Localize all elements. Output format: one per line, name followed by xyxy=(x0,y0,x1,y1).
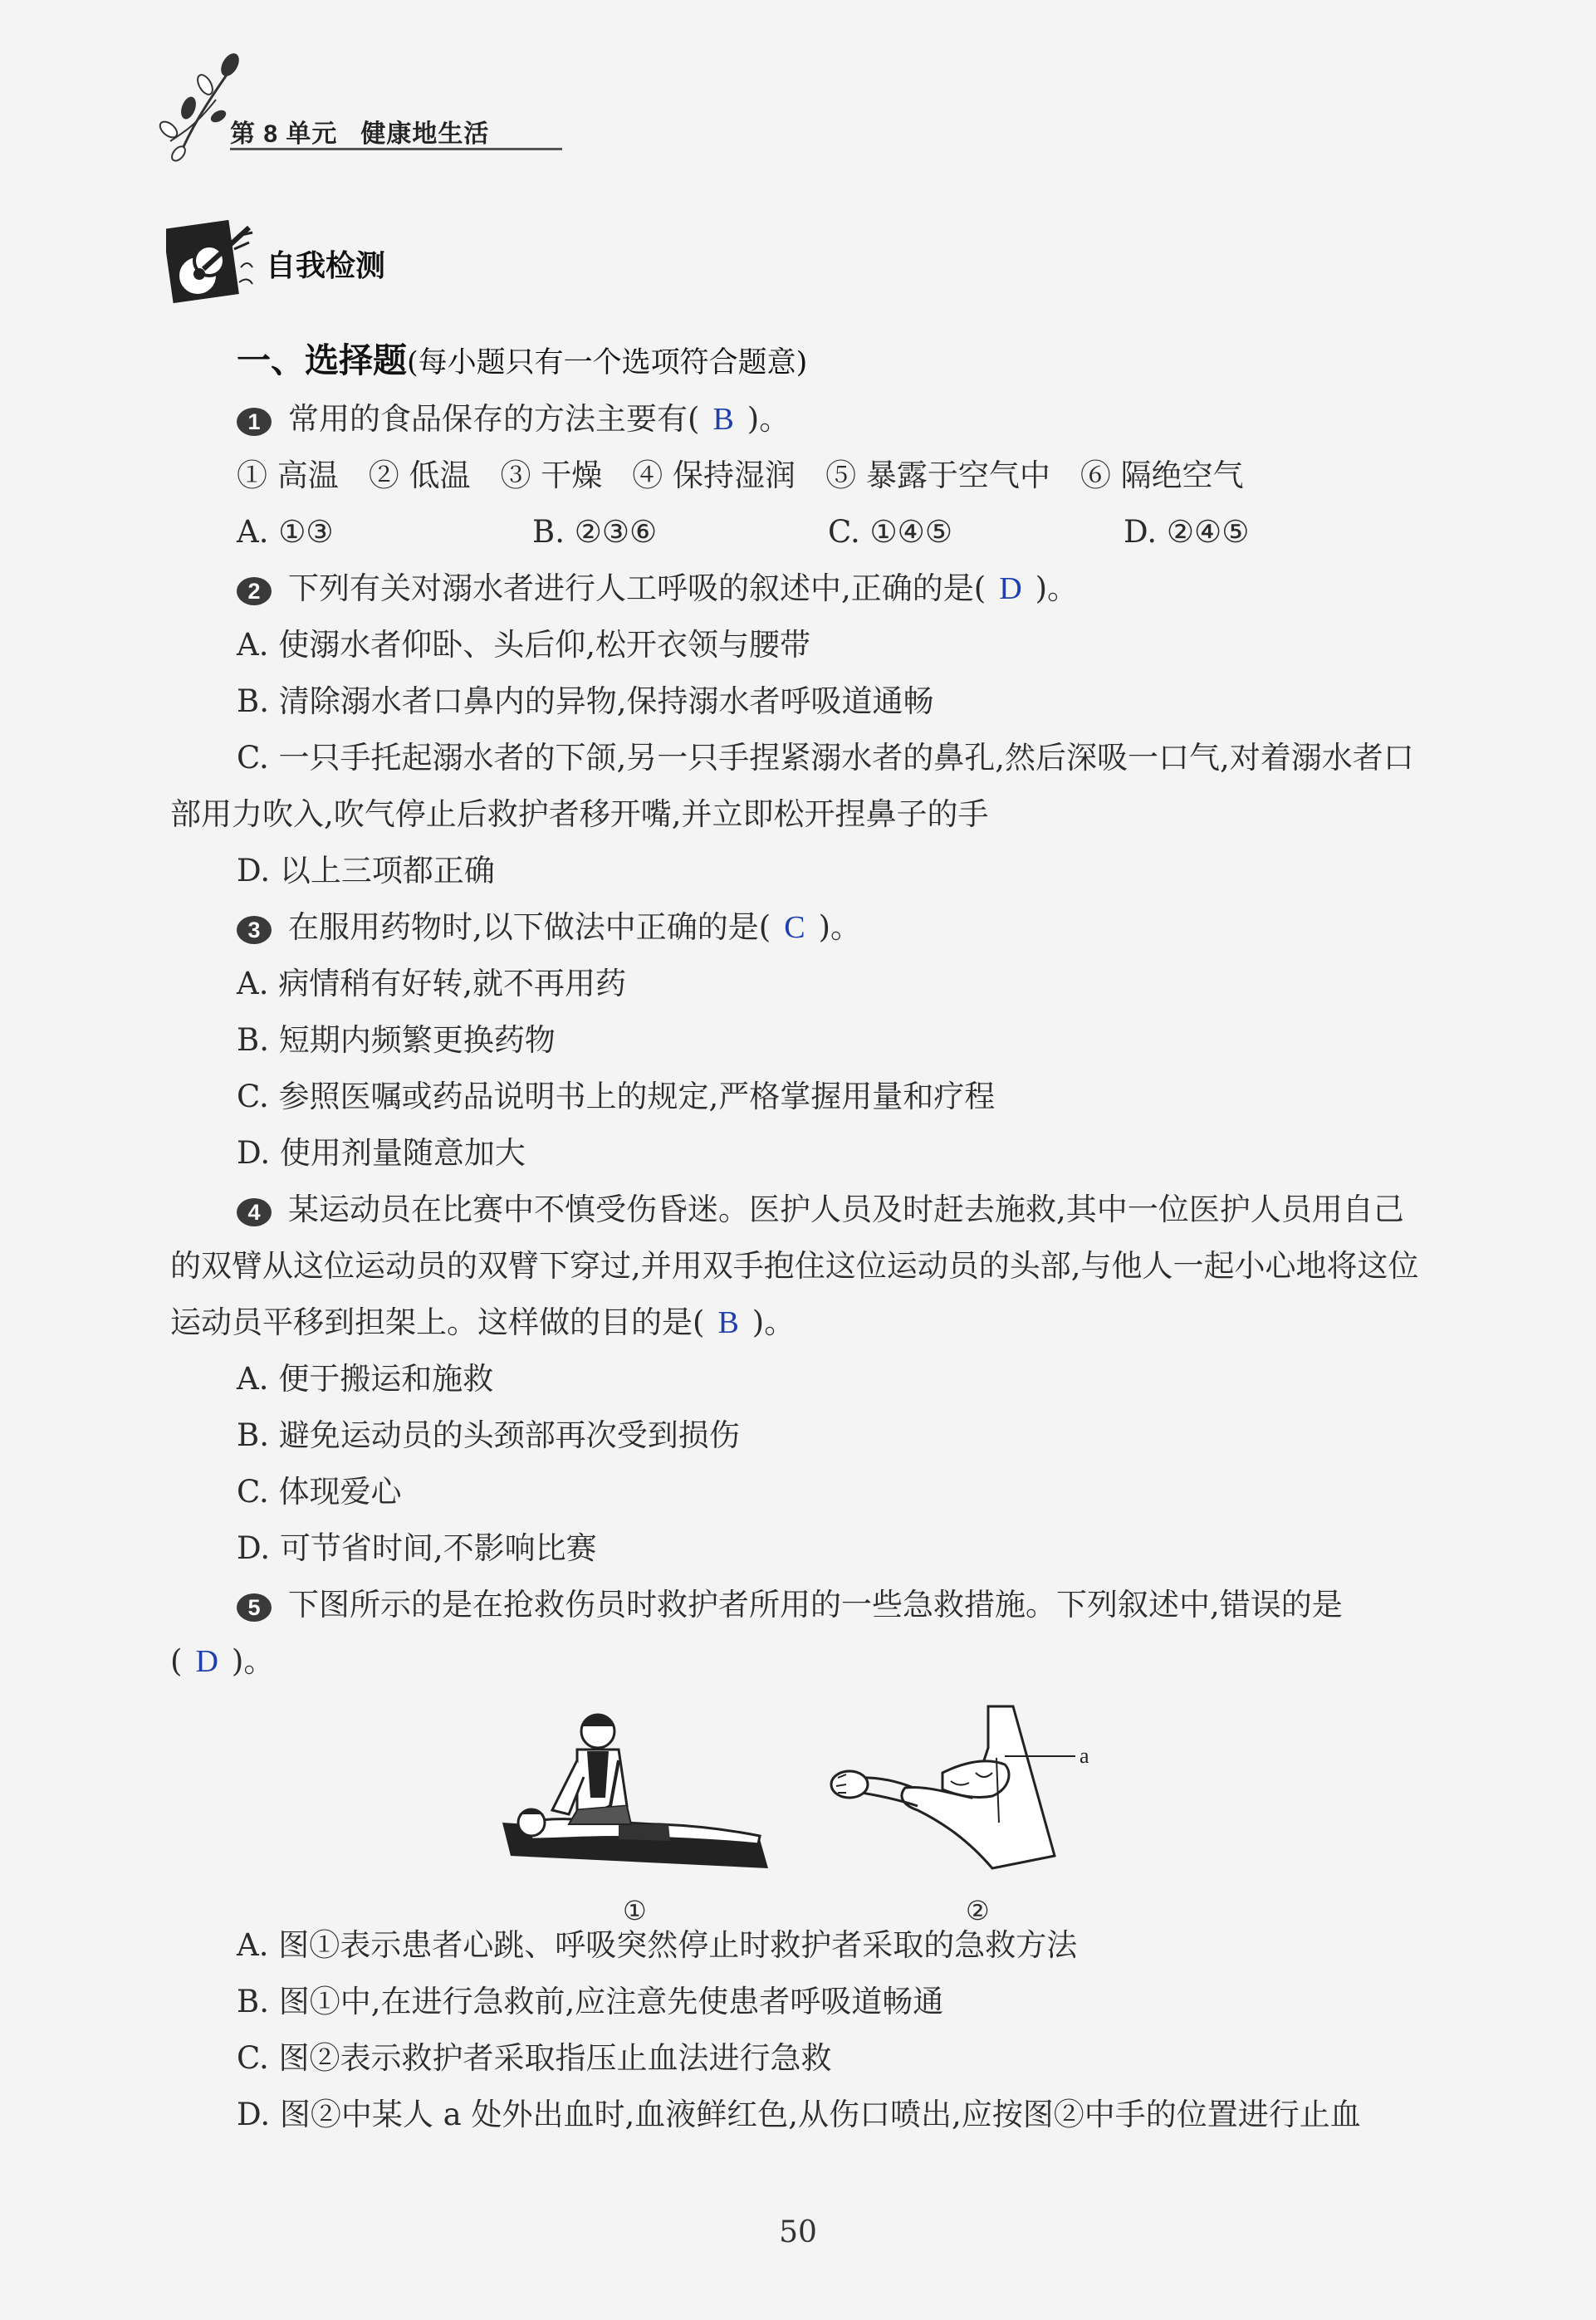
option-d: D. 以上三项都正确 xyxy=(237,853,495,888)
stem-end: )。 xyxy=(818,909,861,945)
header-rule xyxy=(230,148,562,150)
question-number-badge: 5 xyxy=(237,1593,272,1622)
condition-item: ⑤ 暴露于空气中 xyxy=(825,458,1050,493)
question-type-note: (每小题只有一个选项符合题意) xyxy=(407,346,808,379)
question-1-conditions xyxy=(170,448,1432,504)
option-c: C. 参照医嘱或药品说明书上的规定,严格掌握用量和疗程 xyxy=(237,1079,996,1114)
question-1-options xyxy=(170,504,1432,560)
answer-text: D xyxy=(999,571,1022,606)
option-a: A. 便于搬运和施救 xyxy=(237,1361,494,1397)
option-b: B. 短期内频繁更换药物 xyxy=(237,1022,556,1058)
answer-text: B xyxy=(712,402,734,437)
marker-a: a xyxy=(1080,1744,1089,1768)
figure-1-label: ① xyxy=(623,1895,647,1926)
stem-text: 某运动员在比赛中不慎受伤昏迷。医护人员及时赶去施救,其中一位医护人员用自己的双臂从这位运动员的双臂下穿过,并用双手抱住这位运动员的头部,与他人一起小心地将这位运动员平移到担架上。这样做的目的是( xyxy=(170,1192,1419,1340)
answer-text: B xyxy=(717,1305,739,1340)
answer-text: C xyxy=(784,910,805,945)
option-c: C. 图②表示救护者采取指压止血法进行急救 xyxy=(237,2040,832,2076)
question-4-stem xyxy=(170,1182,1432,1351)
option-b: B. 图①中,在进行急救前,应注意先使患者呼吸道畅通 xyxy=(237,1984,944,2019)
figure-2-label: ② xyxy=(966,1895,990,1926)
option-a: A. 病情稍有好转,就不再用药 xyxy=(237,966,627,1001)
option-b: B. ②③⑥ xyxy=(532,514,658,550)
stem-end: )。 xyxy=(1035,570,1079,606)
stem-end: )。 xyxy=(751,1304,796,1340)
option-d: D. 图②中某人 a 处外出血时,血液鲜红色,从伤口喷出,应按图②中手的位置进行止血 xyxy=(237,2097,1361,2132)
stem-text: 在服用药物时,以下做法中正确的是( xyxy=(288,909,771,945)
guitar-icon xyxy=(166,218,257,309)
stem-text: 常用的食品保存的方法主要有( xyxy=(288,401,700,437)
condition-item: ⑥ 隔绝空气 xyxy=(1080,458,1244,493)
condition-item: ② 低温 xyxy=(368,458,471,493)
stem-text: 下图所示的是在抢救伤员时救护者所用的一些急救措施。下列叙述中,错误的是( xyxy=(170,1587,1343,1679)
question-type-heading xyxy=(237,332,1432,391)
option-c: C. 一只手托起溺水者的下颌,另一只手捏紧溺水者的鼻孔,然后深吸一口气,对着溺水者口部用力吹入,吹气停止后救护者移开嘴,并立即松开捏鼻子的手 xyxy=(170,740,1414,832)
question-number-badge: 4 xyxy=(237,1198,272,1226)
page-header xyxy=(154,50,585,166)
question-type-title: 一、选择题 xyxy=(237,340,407,380)
option-c: C. ①④⑤ xyxy=(828,514,953,550)
option-d: D. 使用剂量随意加大 xyxy=(237,1135,526,1171)
condition-item: ④ 保持湿润 xyxy=(632,458,796,493)
question-5-figures xyxy=(170,1698,1432,1926)
unit-title xyxy=(230,113,512,149)
question-1-stem xyxy=(170,391,1432,448)
unit-name: 健康地生活 xyxy=(360,120,490,148)
option-a: A. 使溺水者仰卧、头后仰,松开衣领与腰带 xyxy=(237,627,811,663)
stem-text: 下列有关对溺水者进行人工呼吸的叙述中,正确的是( xyxy=(288,570,986,606)
unit-number: 第 8 单元 xyxy=(230,120,338,148)
question-list xyxy=(170,332,1432,2143)
question-3-stem xyxy=(170,899,1432,956)
cpr-illustration xyxy=(494,1698,785,1881)
stem-end: )。 xyxy=(747,401,791,437)
compression-illustration xyxy=(826,1698,1100,1881)
condition-item: ① 高温 xyxy=(237,458,339,493)
condition-item: ③ 干燥 xyxy=(500,458,603,493)
answer-text: D xyxy=(195,1644,218,1679)
option-a: A. ①③ xyxy=(237,514,334,550)
page-number: 50 xyxy=(779,2215,817,2249)
option-d: D. 可节省时间,不影响比赛 xyxy=(237,1530,597,1566)
option-a: A. 图①表示患者心跳、呼吸突然停止时救护者采取的急救方法 xyxy=(237,1927,1078,1963)
stem-end: )。 xyxy=(231,1643,275,1679)
option-c: C. 体现爱心 xyxy=(237,1474,402,1510)
section-heading xyxy=(166,218,581,309)
option-b: B. 清除溺水者口鼻内的异物,保持溺水者呼吸道通畅 xyxy=(237,683,934,719)
question-number-badge: 1 xyxy=(237,408,272,436)
option-d: D. ②④⑤ xyxy=(1124,514,1250,550)
option-b: B. 避免运动员的头颈部再次受到损伤 xyxy=(237,1417,740,1453)
question-number-badge: 3 xyxy=(237,916,272,944)
question-2-stem xyxy=(170,560,1432,617)
question-number-badge: 2 xyxy=(237,577,272,605)
question-5-stem xyxy=(170,1577,1432,1690)
section-title: 自我检测 xyxy=(266,248,386,282)
